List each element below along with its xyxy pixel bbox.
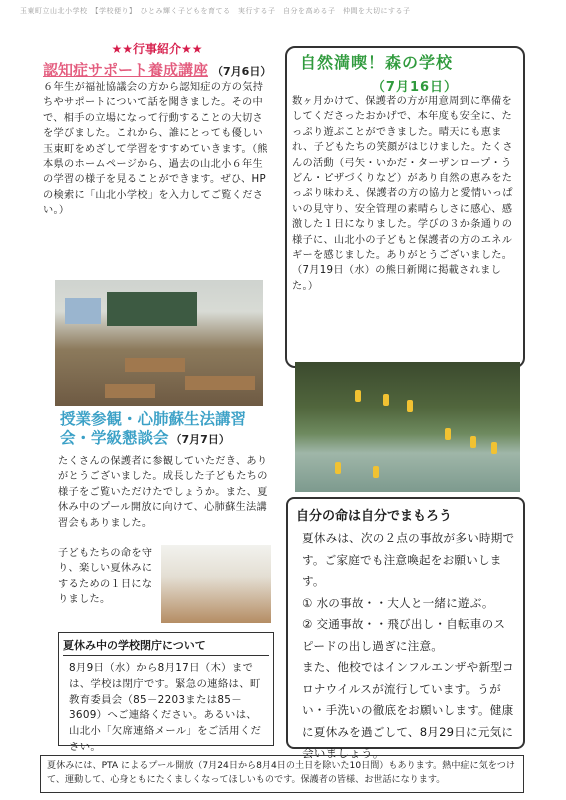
forest-date: （7月16日） [371, 80, 459, 95]
closure-heading: 夏休み中の学校閉庁について [63, 635, 269, 656]
forest-title-text: 自然満喫！森の学校 [300, 53, 454, 72]
cpr-training-photo [161, 545, 271, 623]
open-class-title [60, 410, 272, 449]
forest-title [300, 50, 500, 95]
forest-body: 数ヶ月かけて、保護者の方が用意周到に準備をしてくださったおかげで、本年度も安全に、たっぷり遊ぶことができました。晴天にも恵まれ、子どもたちの笑顔がはじけました。たくさんの活動（弓矢・いかだ・ターザンロープ・うどん・ピザづくりなど）があり自然の恵みをたっぷり味わえ、保護者の方の協力と愛情いっぱいの見守り、安全管理の素晴らしさに感心、感激した１日になりました。学びの３か条通りの様子に、山北小の子どもと保護者の方のエネルギーを感じました。ありがとうございました。（7月19日（水）の熊日新聞に掲載されました。） [292, 96, 513, 292]
safety-box [286, 497, 525, 760]
dementia-title [43, 59, 271, 80]
safety-item-water: ① 水の事故・・大人と一緒に遊ぶ。 [302, 595, 494, 610]
closure-body: 8月9日（水）から8月17日（木）までは、学校は閉庁です。緊急の連絡は、町教育委員会（85－2203または85－3609）へご連絡ください。あるいは、山北小「欠席連絡メール」をご活用ください。 [69, 662, 262, 753]
safety-outro: また、他校ではインフルエンザや新型コロナウイルスが流行しています。うがい・手洗いの徹底をお願いします。健康に夏休みを過ごして、8月29日に元気に会いましょう。 [302, 660, 514, 760]
dementia-date: （7月6日） [212, 65, 272, 78]
open-class-body-b: 子どもたちの命を守り、楽しい夏休みにするための１日になりました。 [58, 548, 153, 606]
classroom-photo [55, 280, 263, 406]
open-class-date: （7月7日） [170, 433, 230, 446]
events-kicker: ★★行事紹介★★ [111, 42, 203, 56]
footer-note: 夏休みには、PTA によるプール開放（7月24日から8月4日の土日を除いた10日間）もあります。熱中症に気をつけて、運動して、心身ともにたくましくなってほしいものです。保護者の皆様、お世話になります。 [40, 755, 524, 793]
open-class-title-text: 授業参観・心肺蘇生法講習会・学級懇談会 [60, 410, 247, 447]
dementia-title-text: 認知症サポート養成講座 [43, 61, 209, 79]
dementia-body: ６年生が福祉協議会の方から認知症の方の気持ちやサポートについて話を聞きました。その中で、相手の立場になって行動することの大切さを学びました。これから、誰にとっても優しい玉東町をめざして学習をすすめていきます。（熊本県のホームページから、過去の山北小６年生の学習の様子を見ることができます。ぜひ、HP の検索に「山北小学校」を入力してご覧ください。） [43, 82, 268, 217]
safety-heading: 自分の命は自分でまもろう [296, 509, 453, 524]
safety-item-traffic: ② 交通事故・・飛び出し・自転車のスピードの出し過ぎに注意。 [302, 617, 506, 653]
safety-intro: 夏休みは、次の２点の事故が多い時期です。ご家庭でも注意喚起をお願いします。 [302, 531, 515, 588]
forest-stream-photo [295, 362, 520, 492]
page-header: 玉東町立山北小学校 【学校便り】 ひとみ輝く子どもを育てる 実行する子 自分を高める子 仲間を大切にする子 [20, 7, 411, 15]
open-class-body-a: たくさんの保護者に参観していただき、ありがとうございました。成長した子どもたちの様子をご覧いただけたでしょうか。また、夏休み中のプール開放に向けて、心肺蘇生法講習会もありました。 [58, 456, 268, 529]
closure-notice-box [58, 632, 274, 753]
